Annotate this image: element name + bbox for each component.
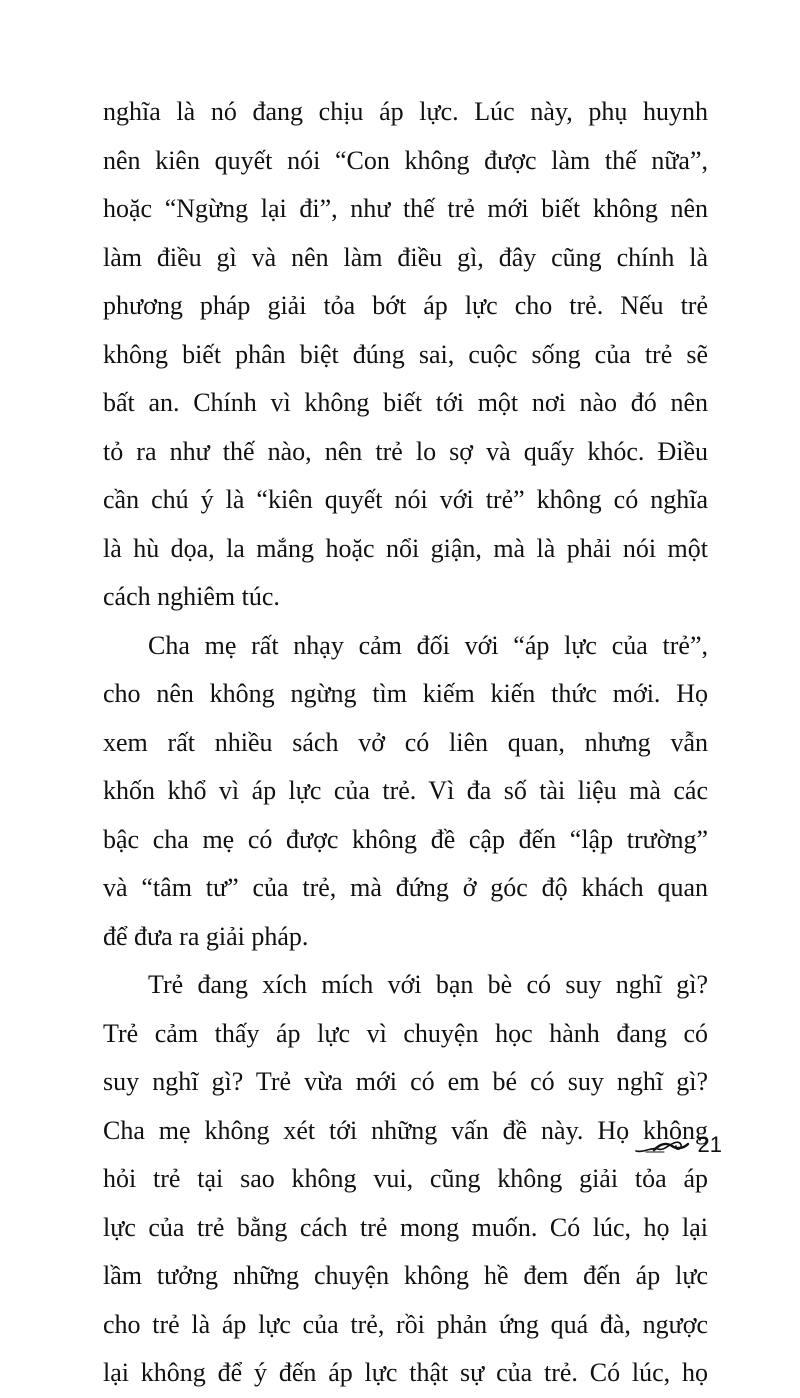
paragraph-start-line: Cha mẹ rất nhạy cảm đối với “áp lực của trẻ”, [148, 630, 708, 660]
text-line: Cha mẹ không xét tới những vấn đề này. Họ không [103, 1115, 708, 1145]
swash-ornament-icon [634, 1132, 692, 1158]
text-line: tỏ ra như thế nào, nên trẻ lo sợ và quấy khóc. Điều [103, 436, 708, 466]
text-line: bất an. Chính vì không biết tới một nơi nào đó nên [103, 388, 708, 417]
text-line: xem rất nhiều sách vở có liên quan, nhưng vẫn [103, 727, 708, 757]
text-line: lầm tưởng những chuyện không hề đem đến áp lực [103, 1261, 708, 1290]
text-line: cách nghiêm túc. [103, 582, 280, 611]
text-line: hỏi trẻ tại sao không vui, cũng không giải tỏa áp [103, 1164, 708, 1193]
text-line: bậc cha mẹ có được không đề cập đến “lập trường” [103, 824, 708, 854]
text-line: cần chú ý là “kiên quyết nói với trẻ” không có nghĩa [103, 485, 708, 514]
body-text [103, 88, 708, 1398]
text-line: Trẻ cảm thấy áp lực vì chuyện học hành đang có [103, 1018, 708, 1048]
page-number: 21 [697, 1132, 722, 1157]
text-line: không biết phân biệt đúng sai, cuộc sống của trẻ sẽ [103, 339, 708, 369]
text-line: là hù dọa, la mắng hoặc nổi giận, mà là phải nói một [103, 533, 708, 563]
text-line: để đưa ra giải pháp. [103, 921, 309, 951]
text-line: lực của trẻ bằng cách trẻ mong muốn. Có lúc, họ lại [103, 1212, 708, 1242]
text-line: cho nên không ngừng tìm kiếm kiến thức mới. Họ [103, 679, 708, 708]
text-line: phương pháp giải tỏa bớt áp lực cho trẻ. Nếu trẻ [103, 291, 708, 320]
text-line: cho trẻ là áp lực của trẻ, rồi phản ứng quá đà, ngược [103, 1309, 708, 1339]
text-line: khốn khổ vì áp lực của trẻ. Vì đa số tài liệu mà các [103, 776, 708, 805]
text-line: lại không để ý đến áp lực thật sự của trẻ. Có lúc, họ [103, 1358, 708, 1387]
text-line: làm điều gì và nên làm điều gì, đây cũng chính là [103, 242, 708, 272]
text-line: hoặc “Ngừng lại đi”, như thế trẻ mới biết không nên [103, 194, 708, 223]
page-footer [634, 1132, 722, 1158]
paragraph-start-line: Trẻ đang xích mích với bạn bè có suy nghĩ gì? [148, 970, 708, 999]
text-line: và “tâm tư” của trẻ, mà đứng ở góc độ khách quan [103, 873, 708, 902]
text-line: nên kiên quyết nói “Con không được làm thế nữa”, [103, 145, 708, 175]
text-line: nghĩa là nó đang chịu áp lực. Lúc này, phụ huynh [103, 97, 708, 126]
text-line: suy nghĩ gì? Trẻ vừa mới có em bé có suy nghĩ gì? [103, 1067, 708, 1096]
